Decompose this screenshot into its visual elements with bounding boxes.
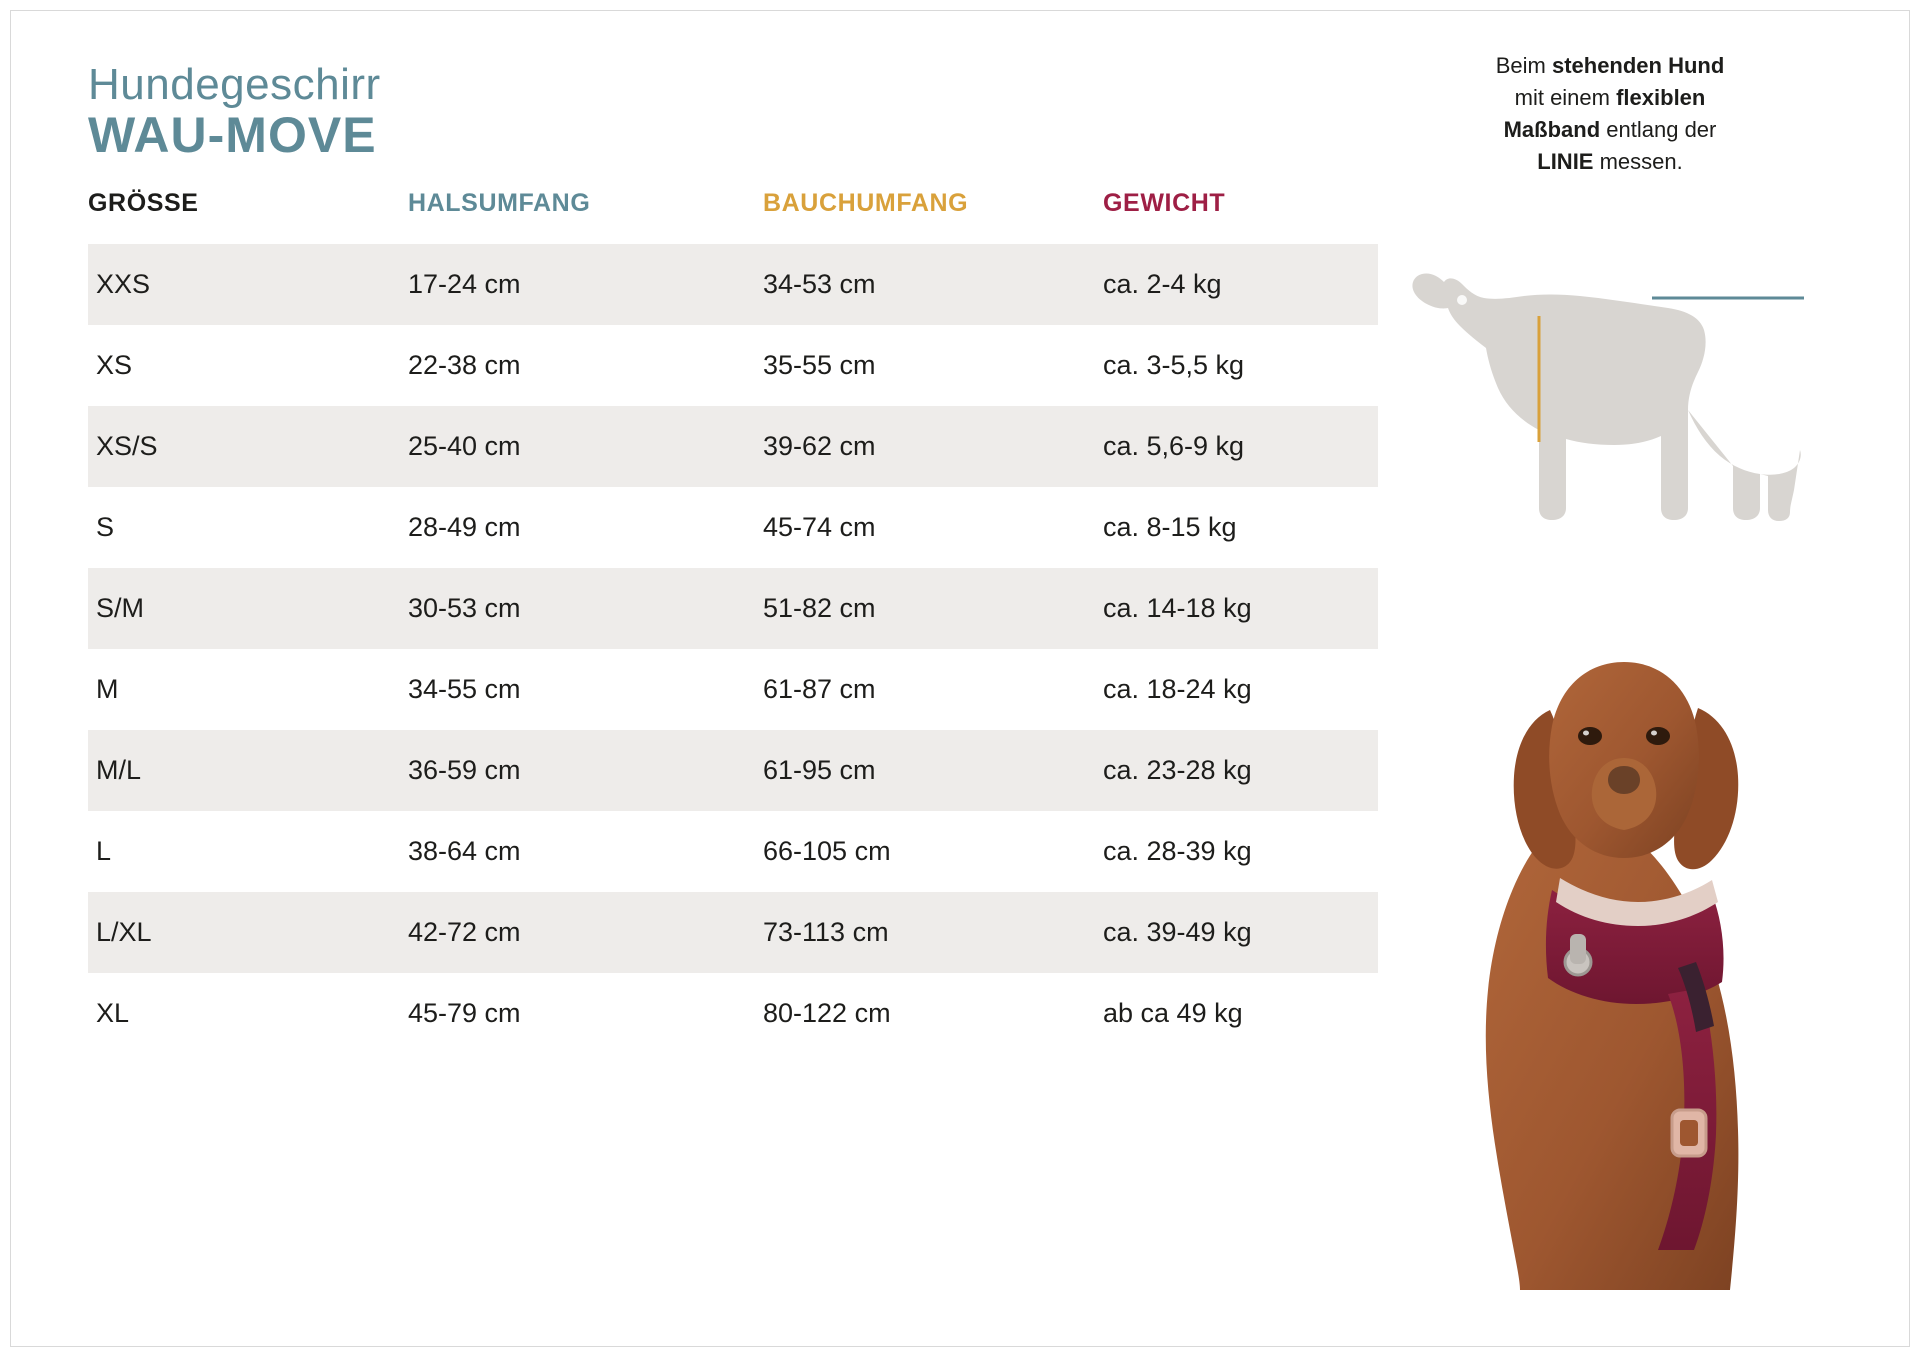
table-header — [88, 189, 1378, 244]
cell-weight: ca. 39-49 kg — [1103, 892, 1378, 973]
note-bold-2: flexiblen — [1616, 84, 1706, 110]
cell-weight: ab ca 49 kg — [1103, 998, 1243, 1029]
cell-weight: ca. 5,6-9 kg — [1103, 406, 1378, 487]
cell-belly: 80-122 cm — [763, 998, 891, 1029]
cell-weight: ca. 8-15 kg — [1103, 512, 1237, 543]
page-title — [88, 62, 1378, 163]
cell-weight: ca. 14-18 kg — [1103, 568, 1378, 649]
table-row — [88, 811, 1378, 892]
table-row — [88, 973, 1378, 1054]
cell-neck: 36-59 cm — [408, 730, 763, 811]
table-row — [88, 487, 1378, 568]
cell-size: M — [96, 674, 119, 705]
table-row — [88, 406, 1378, 487]
note-part-2: mit einem — [1514, 84, 1617, 110]
right-column — [1400, 50, 1830, 178]
column-header-neck: HALSUMFANG — [408, 189, 591, 218]
table-row — [88, 568, 1378, 649]
cell-belly: 35-55 cm — [763, 350, 876, 381]
cell-size: XS — [96, 350, 133, 381]
note-bold-1: stehenden Hund — [1551, 53, 1725, 78]
cell-neck: 22-38 cm — [408, 350, 521, 381]
cell-belly: 73-113 cm — [763, 892, 1103, 973]
column-header-weight: GEWICHT — [1103, 189, 1226, 218]
cell-belly: 34-53 cm — [763, 244, 1103, 325]
column-header-size: GRÖSSE — [88, 189, 199, 218]
table-row — [88, 892, 1378, 973]
cell-belly: 51-82 cm — [763, 568, 1103, 649]
cell-size: M/L — [88, 730, 408, 811]
cell-size: XS/S — [88, 406, 408, 487]
title-line-1: Hundegeschirr — [88, 60, 381, 109]
cell-size: XL — [96, 998, 130, 1029]
cell-weight: ca. 2-4 kg — [1103, 244, 1378, 325]
cell-weight: ca. 23-28 kg — [1103, 730, 1378, 811]
cell-neck: 38-64 cm — [408, 836, 521, 867]
cell-belly: 45-74 cm — [763, 512, 876, 543]
note-bold-4: LINIE — [1537, 148, 1594, 174]
dog-silhouette-illustration — [1400, 260, 1830, 550]
cell-size: L/XL — [88, 892, 408, 973]
cell-neck: 45-79 cm — [408, 998, 521, 1029]
cell-weight: ca. 18-24 kg — [1103, 674, 1252, 705]
cell-size: L — [96, 836, 112, 867]
note-part-4: messen. — [1593, 148, 1683, 174]
dog-nose — [1608, 766, 1640, 794]
cell-neck: 34-55 cm — [408, 674, 521, 705]
cell-neck: 30-53 cm — [408, 568, 763, 649]
cell-neck: 25-40 cm — [408, 406, 763, 487]
dog-eye-left — [1578, 727, 1602, 745]
product-photo — [1400, 590, 1850, 1290]
column-header-belly: BAUCHUMFANG — [763, 189, 969, 218]
table-row — [88, 649, 1378, 730]
note-bold-3: Maßband — [1503, 116, 1601, 142]
cell-weight: ca. 28-39 kg — [1103, 836, 1252, 867]
measuring-instruction — [1400, 50, 1820, 178]
left-column — [88, 62, 1378, 1054]
dog-eye-right — [1646, 727, 1670, 745]
table-body — [88, 244, 1378, 1054]
table-row — [88, 730, 1378, 811]
cell-weight: ca. 3-5,5 kg — [1103, 350, 1245, 381]
cell-belly: 61-87 cm — [763, 674, 876, 705]
table-row — [88, 325, 1378, 406]
cell-belly: 61-95 cm — [763, 730, 1103, 811]
cell-neck: 28-49 cm — [408, 512, 521, 543]
note-part-3: entlang der — [1600, 116, 1717, 142]
cell-belly: 39-62 cm — [763, 406, 1103, 487]
size-table — [88, 189, 1378, 1054]
cell-neck: 42-72 cm — [408, 892, 763, 973]
dog-body-shape — [1412, 273, 1800, 521]
cell-size: S — [96, 512, 115, 543]
cell-size: XXS — [88, 244, 408, 325]
note-part-1: Beim — [1495, 53, 1552, 78]
cell-belly: 66-105 cm — [763, 836, 891, 867]
title-line-2: WAU-MOVE — [88, 107, 377, 164]
cell-size: S/M — [88, 568, 408, 649]
table-row — [88, 244, 1378, 325]
harness-clip — [1570, 934, 1586, 964]
cell-neck: 17-24 cm — [408, 244, 763, 325]
